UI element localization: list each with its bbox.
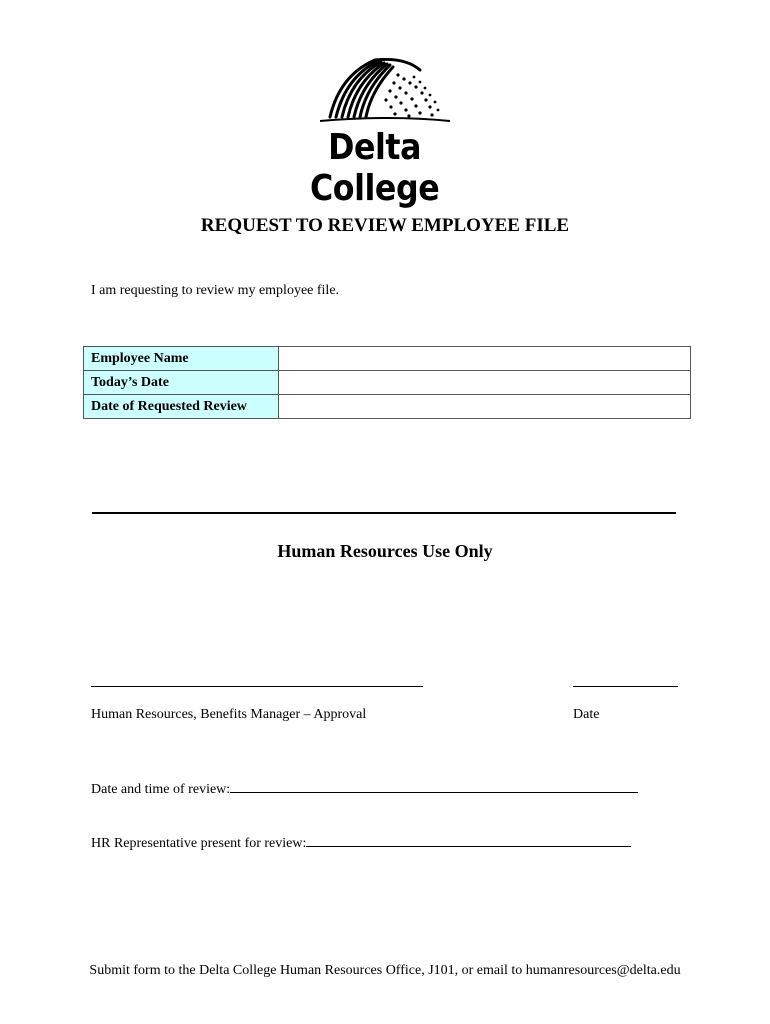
approval-signature-line[interactable]: [91, 686, 423, 687]
review-time-row: [91, 779, 638, 798]
employee-name-label: Employee Name: [84, 347, 279, 371]
employee-info-table: [83, 346, 691, 419]
todays-date-field[interactable]: [279, 371, 691, 395]
requested-review-date-field[interactable]: [279, 395, 691, 419]
hr-rep-row: [91, 833, 631, 852]
hr-section-title: Human Resources Use Only: [277, 541, 493, 561]
hr-rep-line[interactable]: [306, 833, 631, 847]
college-logo: [280, 55, 495, 209]
requested-review-date-label: Date of Requested Review: [84, 395, 279, 419]
approval-date-line[interactable]: [573, 686, 678, 687]
approval-date-label: Date: [573, 707, 600, 722]
section-divider: [92, 512, 676, 514]
approval-label: Human Resources, Benefits Manager – Approval: [91, 707, 367, 722]
form-title: REQUEST TO REVIEW EMPLOYEE FILE: [200, 215, 570, 236]
employee-name-field[interactable]: [279, 347, 691, 371]
hr-rep-label: HR Representative present for review:: [91, 836, 307, 851]
table-row: [84, 395, 691, 419]
review-time-label: Date and time of review:: [91, 782, 231, 797]
review-time-line[interactable]: [230, 779, 638, 793]
intro-text: I am requesting to review my employee file.: [91, 283, 340, 298]
table-row: [84, 371, 691, 395]
college-name: Delta College: [309, 127, 440, 209]
todays-date-label: Today’s Date: [84, 371, 279, 395]
fountain-arch-icon: [280, 55, 495, 130]
submission-instructions: Submit form to the Delta College Human Resources Office, J101, or email to humanresources@delta.edu: [89, 963, 681, 978]
table-row: [84, 347, 691, 371]
